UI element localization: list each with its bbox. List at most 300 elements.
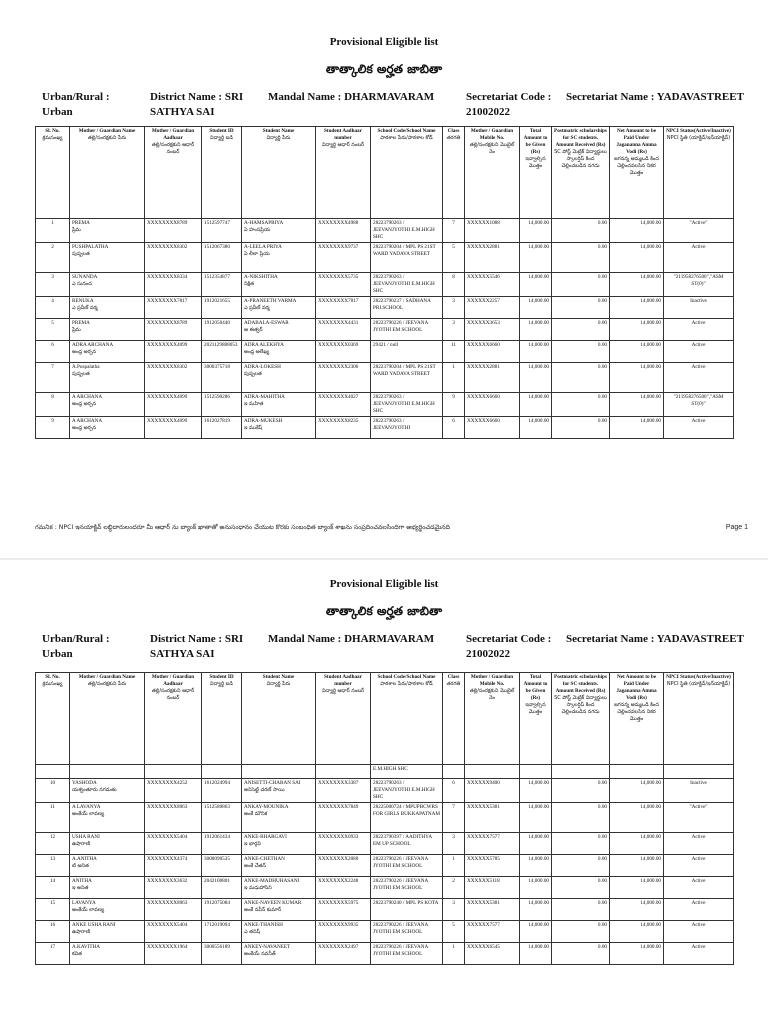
- cell-mother-aadhaar: [145, 877, 202, 899]
- cell-value: RENUKA: [72, 298, 94, 304]
- column-header-telugu: క్రమసంఖ్య: [42, 681, 63, 687]
- table-row: [36, 833, 734, 855]
- cell-mother-aadhaar: [145, 219, 202, 243]
- column-header-mother-name: [70, 673, 145, 765]
- cell-mother-name: [70, 243, 145, 273]
- column-header-student-aadhaar: [316, 127, 371, 219]
- cell-value: 14,000.00: [640, 220, 661, 226]
- cell-value-telugu: ఇ ముకేష్: [244, 425, 263, 431]
- cell-value: 5: [452, 244, 455, 250]
- cell-value-telugu: అంకే చేతన్: [244, 863, 266, 869]
- cell-total-amount: [520, 297, 552, 319]
- cell-mobile: [465, 877, 520, 899]
- column-header-npci-status: [664, 127, 734, 219]
- cell-value: 1512354877: [204, 274, 230, 280]
- cell-npci-status: [664, 921, 734, 943]
- cell-value: 1: [452, 364, 455, 370]
- cell-sc-amount: [552, 855, 610, 877]
- cell-value: 14,000.00: [640, 418, 661, 424]
- cell-value: 28223790226 / JEEVANA JYOTHI EM SCHOOL: [373, 878, 428, 891]
- cell-mother-name: [70, 273, 145, 297]
- cell-school: [371, 363, 443, 393]
- cell-class: [443, 319, 465, 341]
- cell-net-amount: [610, 833, 664, 855]
- cell-mother-name: [70, 393, 145, 417]
- cell-value: "211958276500","ASM ST(0)": [673, 274, 724, 287]
- cell-student-id: [202, 803, 242, 833]
- cell-value: 14,000.00: [640, 342, 661, 348]
- cell-value: 0.00: [597, 804, 607, 810]
- cell-value: XXXXXXXX8235: [318, 418, 359, 424]
- cell-npci-status: [664, 855, 734, 877]
- cell-value-telugu: అంధ్ర అలేఖ్య: [244, 349, 270, 355]
- column-header-text: Student Name: [262, 128, 295, 134]
- cell-net-amount: [610, 341, 664, 363]
- cell-mobile: [465, 319, 520, 341]
- cell-value: 3: [452, 834, 455, 840]
- cell-mother-name: [70, 833, 145, 855]
- cell-value-telugu: టి అనిత: [72, 863, 89, 869]
- cell-sc-amount: [552, 803, 610, 833]
- cell-total-amount: [520, 921, 552, 943]
- column-header-student-id: [202, 127, 242, 219]
- cell-value: A.Puspalatha: [72, 364, 100, 370]
- cell-value-telugu: పుష్పలత: [72, 251, 90, 257]
- cell-sl-no: [36, 899, 70, 921]
- cell-npci-status: [664, 779, 734, 803]
- cell-value: 0.00: [597, 244, 607, 250]
- cell-mother-aadhaar: [145, 921, 202, 943]
- cell-value: 0.00: [597, 394, 607, 400]
- cell-value: SUNANDA: [72, 274, 98, 280]
- cell-sc-amount: [552, 319, 610, 341]
- cell-value: 0.00: [597, 298, 607, 304]
- cell-class: [443, 297, 465, 319]
- cell-value: 14,000.00: [528, 922, 549, 928]
- cell-mobile: [465, 833, 520, 855]
- cell-sl-no: [36, 417, 70, 439]
- cell-student-id: [202, 319, 242, 341]
- cell-value: XXXXXXXX8063: [147, 804, 188, 810]
- cell-sc-amount: [552, 877, 610, 899]
- cell-class: [443, 899, 465, 921]
- cell-sl-no: [36, 363, 70, 393]
- cell-sc-amount: [552, 765, 610, 779]
- cell-value: 1612027819: [204, 418, 230, 424]
- table-row: [36, 779, 734, 803]
- cell-value: Active: [691, 834, 706, 840]
- cell-value: XXXXXX7577: [467, 834, 500, 840]
- table-row: [36, 855, 734, 877]
- cell-mobile: [465, 243, 520, 273]
- cell-net-amount: [610, 779, 664, 803]
- cell-value: 14,000.00: [640, 274, 661, 280]
- cell-value: XXXXXXXX5975: [318, 900, 359, 906]
- cell-value: 1512590286: [204, 394, 230, 400]
- cell-class: [443, 243, 465, 273]
- column-header-text: Mother / Guardian Aadhaar: [151, 674, 195, 687]
- cell-value: 14,000.00: [640, 298, 661, 304]
- cell-value: ADRA ALEKHYA: [244, 342, 284, 348]
- cell-mother-aadhaar: [145, 319, 202, 341]
- cell-value: 14,000.00: [640, 856, 661, 862]
- column-header-telugu: NPCI స్థితి (యాక్టివ్/ఇన్‌యాక్టివ్): [666, 681, 731, 687]
- cell-value: ADRA-LOKESH: [244, 364, 281, 370]
- cell-npci-status: [664, 877, 734, 899]
- cell-student-aadhaar: [316, 417, 371, 439]
- cell-value-telugu: యశ్వంతూరు నగదుతు: [72, 787, 117, 793]
- cell-school: [371, 899, 443, 921]
- cell-sc-amount: [552, 219, 610, 243]
- column-header-sl-no: [36, 127, 70, 219]
- cell-npci-status: [664, 297, 734, 319]
- column-header-telugu: విద్యార్థి పేరు: [266, 681, 291, 687]
- column-header-telugu: విద్యార్థి పేరు: [266, 135, 291, 141]
- cell-value: 1912061434: [204, 834, 230, 840]
- cell-value: 8: [51, 394, 54, 400]
- cell-student-name: [242, 297, 316, 319]
- column-header-mother-aadhaar: [145, 673, 202, 765]
- document-title-telugu: తాత్కాలిక అర్హత జాబితా: [325, 604, 443, 618]
- cell-value: Active: [691, 944, 706, 950]
- cell-npci-status: [664, 803, 734, 833]
- document-title: Provisional Eligible list: [329, 36, 439, 48]
- column-header-text: Student Aadhaar number: [324, 128, 362, 141]
- cell-sc-amount: [552, 363, 610, 393]
- cell-value-telugu: అంకేయ్ నవనీత్: [244, 951, 276, 957]
- cell-mother-name: [70, 341, 145, 363]
- cell-value: ANKE-MADHUHASANI: [244, 878, 300, 884]
- cell-value: 1512067380: [204, 244, 230, 250]
- column-header-text: Mother / Guardian Name: [78, 674, 136, 680]
- cell-value: Active: [691, 878, 706, 884]
- urban-rural-label: Urban/Rural : Urban: [42, 91, 110, 118]
- cell-value: XXXXXX5546: [467, 274, 500, 280]
- cell-value: XXXXXXXX4099: [147, 418, 188, 424]
- cell-total-amount: [520, 803, 552, 833]
- cell-value: XXXXXXXX4431: [318, 320, 359, 326]
- cell-mother-name: [70, 877, 145, 899]
- cell-school: [371, 855, 443, 877]
- cell-sc-amount: [552, 779, 610, 803]
- column-header-text: Total Amount to be Given (Rs): [523, 674, 548, 701]
- cell-mother-aadhaar: [145, 833, 202, 855]
- column-header-telugu: విద్యార్థి ఆధార్ నంబర్: [321, 142, 365, 148]
- cell-value: ADRA-MUKESH: [244, 418, 283, 424]
- cell-value: 28223790263 / JEEVANJYOTHI: [373, 418, 411, 431]
- cell-value: XXXXXX2881: [467, 364, 500, 370]
- cell-mother-aadhaar: [145, 765, 202, 779]
- column-header-sc-amount: [552, 127, 610, 219]
- cell-value: 7: [452, 220, 455, 226]
- cell-student-aadhaar: [316, 393, 371, 417]
- cell-net-amount: [610, 393, 664, 417]
- cell-student-name: [242, 363, 316, 393]
- cell-value: 14,000.00: [528, 418, 549, 424]
- column-header-text: Sl. No.: [45, 674, 60, 680]
- cell-value: 1: [452, 944, 455, 950]
- cell-sc-amount: [552, 833, 610, 855]
- cell-value: 28223790237 / SADHANA PRI.SCHOOL: [373, 298, 431, 311]
- cell-student-name: [242, 779, 316, 803]
- district-name-label: District Name : SRI SATHYA SAI: [150, 91, 244, 118]
- cell-sc-amount: [552, 243, 610, 273]
- cell-mother-name: [70, 319, 145, 341]
- cell-value: A-HAMSAPRIYA: [244, 220, 284, 226]
- cell-value: 11: [50, 804, 55, 810]
- cell-student-name: [242, 319, 316, 341]
- cell-mother-name: [70, 363, 145, 393]
- cell-total-amount: [520, 273, 552, 297]
- cell-sl-no: [36, 341, 70, 363]
- cell-student-aadhaar: [316, 833, 371, 855]
- cell-student-aadhaar: [316, 273, 371, 297]
- cell-value: XXXXXXXX2080: [318, 856, 359, 862]
- cell-mother-aadhaar: [145, 779, 202, 803]
- column-header-mother-name: [70, 127, 145, 219]
- column-header-class: [443, 673, 465, 765]
- cell-value: 0.00: [597, 900, 607, 906]
- cell-sc-amount: [552, 393, 610, 417]
- cell-mother-aadhaar: [145, 899, 202, 921]
- table-row: [36, 363, 734, 393]
- cell-total-amount: [520, 393, 552, 417]
- cell-value-telugu: ఎ ప్రవీణ్ వర్మ: [72, 305, 98, 311]
- npci-footnote: గమనిక : NPCI ఇనయాక్టివ్ లబ్ధిదారులందరూ మీ ఆధార్ ను బ్యాంక్ ఖాతాతో అనుసంధానం చేయుట కొరకు సంబంధిత బ్యాంక్ శాఖను సంప్రదించవలసిందిగా అభ్యర్థించడమైనది: [35, 524, 450, 531]
- cell-npci-status: [664, 219, 734, 243]
- cell-mother-name: [70, 417, 145, 439]
- column-header-telugu: పాఠశాల పేరు/పాఠశాల కోడ్: [380, 135, 433, 141]
- cell-value-telugu: ఉషారాణి: [72, 841, 90, 847]
- cell-value: 12: [49, 834, 56, 840]
- cell-student-name: [242, 803, 316, 833]
- cell-student-aadhaar: [316, 899, 371, 921]
- cell-school: [371, 779, 443, 803]
- cell-value: 14,000.00: [640, 834, 661, 840]
- cell-sl-no: [36, 943, 70, 965]
- column-header-text: Total Amount to be Given (Rs): [523, 128, 548, 155]
- cell-value: XXXXXXXX7817: [147, 298, 188, 304]
- cell-student-name: [242, 341, 316, 363]
- cell-value: XXXXXXXX0933: [318, 834, 359, 840]
- cell-value: 1: [452, 856, 455, 862]
- cell-value: ANKE-THANISH: [244, 922, 283, 928]
- cell-school: [371, 341, 443, 363]
- cell-value: 14,000.00: [528, 298, 549, 304]
- cell-school: [371, 319, 443, 341]
- cell-value: 0.00: [597, 342, 607, 348]
- cell-mother-aadhaar: [145, 273, 202, 297]
- cell-mother-name: [70, 779, 145, 803]
- cell-value: 14,000.00: [528, 780, 549, 786]
- cell-value: 9: [452, 394, 455, 400]
- cell-value: 0.00: [597, 878, 607, 884]
- table-row: [36, 243, 734, 273]
- cell-value: 2042100801: [204, 878, 230, 884]
- column-header-telugu: తల్లి/సంరక్షకుని ఆధార్ నంబర్: [151, 688, 195, 701]
- cell-value: PREMA: [72, 320, 90, 326]
- column-header-text: NPCI Status(Active/Inactive): [666, 128, 731, 134]
- cell-value: 15: [49, 900, 56, 906]
- cell-class: [443, 877, 465, 899]
- column-header-text: Student ID: [209, 128, 234, 134]
- cell-value: Active: [691, 418, 706, 424]
- table-row: [36, 417, 734, 439]
- cell-value: XXXXXXXX9737: [318, 244, 359, 250]
- cell-value: XXXXXX7577: [467, 922, 500, 928]
- cell-mother-name: [70, 855, 145, 877]
- cell-value: 4: [51, 298, 54, 304]
- cell-value: ANKE-CHETHAN: [244, 856, 285, 862]
- cell-value-telugu: అంధ్ర అర్చన: [72, 401, 97, 407]
- district-name-label: District Name : SRI SATHYA SAI: [150, 633, 244, 660]
- cell-value: 14,000.00: [640, 944, 661, 950]
- column-header-telugu: తరగతి: [446, 135, 461, 141]
- cell-value: XXXXXXXX4027: [318, 394, 359, 400]
- cell-value-telugu: ఇ భార్గవి: [244, 841, 261, 847]
- cell-value: XXXXXX6545: [467, 944, 500, 950]
- cell-npci-status: [664, 833, 734, 855]
- cell-value: A ARCHANA: [72, 394, 103, 400]
- cell-class: [443, 833, 465, 855]
- cell-value: 3000556189: [204, 944, 230, 950]
- cell-value: XXXXXXXX3632: [147, 878, 188, 884]
- secretariat-name-label: Secretariat Name : YADAVASTREET: [566, 91, 744, 103]
- cell-sl-no: [36, 855, 70, 877]
- cell-value: ANKE USHA RANI: [72, 922, 116, 928]
- cell-value: 28223790226 / JEEVANA JYOTHI EM SCHOOL: [373, 856, 428, 869]
- cell-value: XXXXXXXX0369: [318, 342, 359, 348]
- cell-value: ANKAY-MOUNIKA: [244, 804, 289, 810]
- cell-sl-no: [36, 765, 70, 779]
- cell-value-telugu: నిక్షిత: [244, 281, 255, 287]
- column-header-text: Postmatric scholarships for SC students. Amount Received (Rs): [554, 674, 607, 694]
- cell-value: XXXXXXXX4252: [147, 780, 188, 786]
- mandal-name-label: Mandal Name : DHARMAVARAM: [268, 633, 435, 645]
- cell-value-telugu: ఆ ఈశ్వర్: [244, 327, 263, 333]
- page-number: Page 1: [725, 524, 748, 531]
- column-header-telugu: విద్యార్థి ఐడి: [210, 681, 233, 687]
- cell-value: XXXXXXXX5735: [318, 274, 359, 280]
- cell-value: 6: [452, 780, 455, 786]
- cell-student-aadhaar: [316, 921, 371, 943]
- table-row: [36, 273, 734, 297]
- cell-school: [371, 921, 443, 943]
- cell-value: ANKEY-NAVANEET: [244, 944, 291, 950]
- column-header-mother-aadhaar: [145, 127, 202, 219]
- cell-net-amount: [610, 803, 664, 833]
- cell-sl-no: [36, 243, 70, 273]
- cell-school: [371, 243, 443, 273]
- cell-value: 5: [51, 320, 54, 326]
- column-header-text: School Code/School Name: [377, 128, 436, 134]
- cell-student-aadhaar: [316, 319, 371, 341]
- cell-value: XXXXXXXX8789: [147, 220, 188, 226]
- cell-sc-amount: [552, 341, 610, 363]
- cell-student-id: [202, 765, 242, 779]
- cell-npci-status: [664, 393, 734, 417]
- cell-value: ADABALA-ESWAR: [244, 320, 289, 326]
- column-header-telugu: తరగతి: [446, 681, 461, 687]
- cell-value: 28223790263 / JEEVANJYOTHI E.M.HIGH SHC: [373, 780, 435, 800]
- cell-student-id: [202, 393, 242, 417]
- column-header-telugu: తల్లి/సంరక్షకుని పేరు: [87, 135, 127, 141]
- column-header-telugu: NPCI స్థితి (యాక్టివ్/ఇన్‌యాక్టివ్): [666, 135, 731, 141]
- column-header-text: Net Amount to be Paid Under Jagananna Amma Vodi (Rs): [616, 674, 657, 701]
- cell-value: 14,000.00: [528, 900, 549, 906]
- column-header-telugu: ఇవ్వాల్సిన మొత్తం: [525, 156, 546, 169]
- cell-total-amount: [520, 363, 552, 393]
- cell-student-aadhaar: [316, 779, 371, 803]
- cell-value: 1912050440: [204, 320, 230, 326]
- cell-student-id: [202, 779, 242, 803]
- column-header-text: Class: [447, 128, 460, 134]
- table-row: [36, 219, 734, 243]
- column-header-telugu: జగనన్న అమ్మఒడి కింద చెల్లించవలసిన నికర మొత్తం: [614, 702, 659, 722]
- cell-school: [371, 393, 443, 417]
- cell-school: [371, 219, 443, 243]
- cell-value-telugu: ప్రేమ: [72, 327, 81, 333]
- cell-value: ADRA ARCHANA: [72, 342, 114, 348]
- cell-value: XXXXXX3653: [467, 320, 500, 326]
- cell-mother-name: [70, 297, 145, 319]
- cell-value: 1: [51, 220, 54, 226]
- column-header-telugu: విద్యార్థి ఐడి: [210, 135, 233, 141]
- cell-value: XXXXXXXX8302: [147, 364, 188, 370]
- column-header-telugu: తల్లి/సంరక్షకుని మొబైల్ నెం: [469, 688, 515, 701]
- cell-value: 1912021655: [204, 298, 230, 304]
- secretariat-code-label: Secretariat Code : 21002022: [466, 91, 552, 118]
- cell-value: "Active": [689, 220, 708, 226]
- cell-value: 29421 / null: [373, 342, 399, 348]
- cell-value: 14,000.00: [640, 780, 661, 786]
- column-header-student-name: [242, 673, 316, 765]
- eligible-list-table-page-2: [35, 672, 734, 965]
- cell-mobile: [465, 273, 520, 297]
- cell-value: 28223790226 / JEEVANA JYOTHI EM SCHOOL: [373, 922, 428, 935]
- cell-value: XXXXXXXX8063: [147, 900, 188, 906]
- cell-value: XXXXXXXX4099: [147, 342, 188, 348]
- cell-value: Active: [691, 342, 706, 348]
- cell-value: XXXXXX6660: [467, 394, 500, 400]
- cell-total-amount: [520, 877, 552, 899]
- cell-value: XXXXXXXX8789: [147, 320, 188, 326]
- cell-mother-aadhaar: [145, 297, 202, 319]
- cell-mother-name: [70, 765, 145, 779]
- cell-value-telugu: ఏ హంసప్రియ: [244, 227, 271, 233]
- cell-value: 0.00: [597, 944, 607, 950]
- cell-mother-aadhaar: [145, 243, 202, 273]
- cell-value: XXXXXXXX4099: [147, 394, 188, 400]
- column-header-telugu: SC పోస్ట్ మెట్రిక్ విద్యార్థులు స్కాలర్షిప్ కింద చెల్లించబడిన నగదు: [554, 695, 607, 715]
- cell-student-id: [202, 877, 242, 899]
- cell-value: XXXXXXXX7849: [318, 804, 359, 810]
- cell-student-id: [202, 341, 242, 363]
- cell-npci-status: [664, 243, 734, 273]
- cell-value-telugu: ఏ లీలా ప్రియ: [244, 251, 270, 257]
- column-header-text: Mother / Guardian Mobile No.: [470, 674, 514, 687]
- column-header-telugu: క్రమసంఖ్య: [42, 135, 63, 141]
- cell-class: [443, 341, 465, 363]
- cell-sl-no: [36, 393, 70, 417]
- cell-value: XXXXXXXX9935: [318, 922, 359, 928]
- cell-mother-aadhaar: [145, 855, 202, 877]
- cell-class: [443, 273, 465, 297]
- cell-mobile: [465, 393, 520, 417]
- column-header-text: NPCI Status(Active/Inactive): [666, 674, 731, 680]
- cell-sc-amount: [552, 899, 610, 921]
- cell-value: 3: [51, 274, 54, 280]
